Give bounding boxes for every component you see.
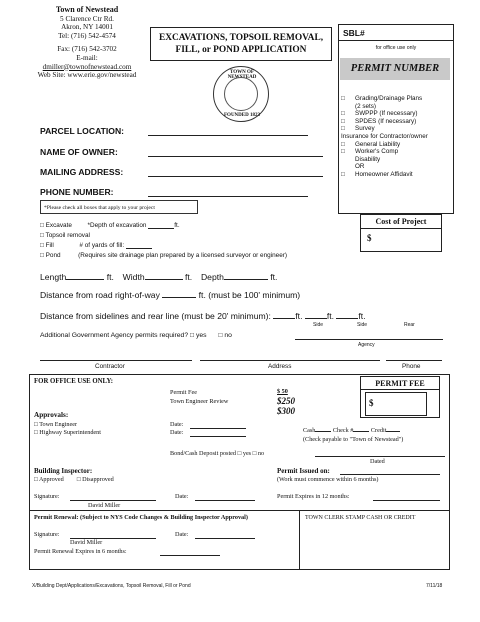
parcel-location-label: PARCEL LOCATION: [40,126,125,136]
inspector-signature-field[interactable] [70,500,156,501]
parcel-location-field[interactable] [148,135,308,136]
permit-fee-label: PERMIT FEE [375,379,425,388]
payable-note: (Check payable to "Town of Newstead") [303,436,404,443]
title-line-1: EXCAVATIONS, TOPSOIL REMOVAL, [158,33,324,43]
expires-label: Permit Expires in 12 months: [277,493,350,500]
inspector-date-field[interactable] [195,500,255,501]
checklist-item[interactable]: □ Homeowner Affidavit [341,170,413,178]
telephone: Tel: (716) 542-4574 [58,31,116,40]
inspector-heading: Building Inspector: [34,467,93,475]
checklist-item: (2 sets) [355,102,376,110]
contractor-field[interactable] [40,360,192,361]
website[interactable]: Web Site: www.erie.gov/newstead [37,71,137,80]
checklist-item: Disability [355,155,381,163]
town-seal-logo [213,66,269,122]
depth-dim-label: Depth [200,272,224,282]
side-distance-2[interactable] [305,318,327,319]
depth-field[interactable] [148,228,174,229]
excavate-checkbox[interactable]: □ [40,222,44,229]
side-label-1: Side [313,322,324,328]
excavate-label: Excavate [45,222,72,229]
bond-no-checkbox[interactable]: □ [252,450,257,457]
inspector-signer: David Miller [88,502,121,509]
document-checklist [341,95,451,179]
review-amount-2: $300 [277,406,295,416]
fax: Fax: (716) 542-3702 [57,45,117,54]
renewal-expires-label: Permit Renewal Expires in 6 months: [34,548,127,555]
bond-label: Bond/Cash Deposit posted [170,450,236,457]
review-amount-1: $250 [277,396,295,406]
footer-date: 7/11/18 [426,583,443,589]
length-field[interactable] [66,279,104,280]
check-label: Check # [332,427,354,434]
cash-label: Cash [303,427,316,434]
mailing-address-label: MAILING ADDRESS: [40,167,124,177]
dated-label: Dated [370,458,385,465]
seal-bottom-text: FOUNDED 1823 [224,113,260,118]
address-line-1: 5 Clarence Ctr Rd. [60,14,114,23]
approvals-heading: Approvals: [34,411,69,419]
renewal-expires-field[interactable] [160,555,220,556]
title-line-2: FILL, or POND APPLICATION [175,45,307,55]
agency-field[interactable] [295,339,443,340]
fill-checkbox[interactable]: □ [40,242,44,249]
road-distance-label: Distance from road right-of-way [40,290,160,300]
commence-note: (Work must commence within 6 months) [277,476,379,483]
permit-fee-input[interactable]: $ [365,392,427,416]
bond-yes-checkbox[interactable]: □ [237,450,242,457]
form-title [150,27,332,61]
fee-amount: $ 50 [277,388,288,395]
renewal-heading: Permit Renewal: (Subject to NYS Code Changes & Building Inspector Approval) [34,514,248,521]
agency-no-checkbox[interactable]: □ [218,332,223,339]
pond-label: Pond [45,252,61,259]
yards-label: # of yards of fill: [79,242,125,249]
inspector-date-label: Date: [175,493,189,500]
date-field-2[interactable] [190,436,246,437]
topsoil-label: Topsoil removal [45,232,90,239]
town-engineer-checkbox[interactable]: □ [34,421,38,428]
renewal-date-label: Date: [175,531,189,538]
disapproved-checkbox[interactable]: □ [76,476,81,483]
cost-dollar: $ [367,233,372,243]
yards-field[interactable] [126,248,152,249]
footer-path: X/Building Dept/Applications/Excavations, Topsoil Removal, Fill or Pond [32,583,191,589]
inspector-signature-label: Signature: [34,493,60,500]
side-distance-1[interactable] [273,318,295,319]
contractor-phone-field[interactable] [386,360,442,361]
approved-checkbox[interactable]: □ [34,476,38,483]
rear-label: Rear [404,322,415,328]
owner-name-field[interactable] [148,156,323,157]
issued-on-field[interactable] [340,474,440,475]
width-label: Width [122,272,145,282]
mailing-address-field[interactable] [148,176,323,177]
date-label-2: Date: [170,429,184,436]
cost-label: Cost of Project [375,217,427,226]
checklist-item[interactable]: □ General Liability [341,140,401,148]
rear-distance[interactable] [336,318,358,319]
road-distance-field[interactable] [162,297,196,298]
checklist-item[interactable]: □ Grading/Drainage Plans [341,95,423,102]
pond-checkbox[interactable]: □ [40,252,44,259]
phone-label: Phone [402,363,421,370]
town-contact-block [28,6,146,80]
depth-label: *Depth of excavation [87,222,147,229]
issued-on-label: Permit Issued on: [277,467,330,475]
agency-yes-checkbox[interactable]: □ [190,332,195,339]
road-distance-note: ft. (must be 100' minimum) [198,290,301,300]
side-distance-label: Distance from sidelines and rear line (must be 20' minimum): [40,311,271,321]
engineer-review-text: Town Engineer Review [170,398,229,405]
address-label: Address [268,363,292,370]
org-name: Town of Newstead [55,5,119,14]
credit-label: Credit [370,427,387,434]
renewal-signature-label: Signature: [34,531,60,538]
permit-fee-text: Permit Fee [170,389,197,396]
side-label-2: Side [357,322,368,328]
length-label: Length [40,272,67,282]
width-field[interactable] [145,279,183,280]
checklist-heading: Insurance for Contractor/owner [341,132,428,140]
depth-dim-field[interactable] [224,279,268,280]
town-engineer-label: Town Engineer [39,421,78,428]
highway-label: Highway Superintendent [39,429,101,436]
contractor-label: Contractor [95,363,125,370]
permit-number-header: PERMIT NUMBER [340,58,450,80]
renewal-date-field[interactable] [195,538,255,539]
checklist-item: OR [355,163,365,171]
agency-label: Agency [358,342,375,348]
phone-number-label: PHONE NUMBER: [40,187,114,197]
checklist-item[interactable]: □ SWPPP (If necessary) [341,110,418,118]
renewal-signer: David Miller [70,539,103,546]
date-field-1[interactable] [190,428,246,429]
date-label-1: Date: [170,421,184,428]
topsoil-checkbox[interactable]: □ [40,232,44,239]
address-line-2: Akron, NY 14001 [61,23,113,32]
pond-note: (Requires site drainage plan prepared by a licensed surveyor or engineer) [78,252,288,259]
sbl-label: SBL# [343,28,365,38]
email-label: E-mail: [76,53,98,62]
cost-of-project-box [360,214,442,252]
email-link[interactable]: dmiller@townofnewstead.com [42,62,132,71]
permit-fee-box [360,376,440,418]
phone-number-field[interactable] [148,196,308,197]
agency-question: Additional Government Agency permits required? [40,332,189,339]
bond-dated-field[interactable] [315,456,445,457]
contractor-address-field[interactable] [200,360,380,361]
checklist-item[interactable]: □ SPDES (If necessary) [341,117,417,125]
checklist-item[interactable]: □ Survey [341,125,375,133]
office-use-note: for office use only [375,45,417,51]
expires-field[interactable] [373,500,440,501]
instruction-note: *Please check all boxes that apply to your project [40,200,198,214]
checklist-item[interactable]: □ Worker's Comp [341,148,399,156]
highway-checkbox[interactable]: □ [34,429,38,436]
office-use-title: FOR OFFICE USE ONLY: [34,378,113,385]
owner-name-label: NAME OF OWNER: [40,147,118,157]
seal-top-text: TOWN OF NEWSTEAD [227,70,257,80]
clerk-stamp-label: TOWN CLERK STAMP CASH OR CREDIT [305,515,416,521]
fill-label: Fill [45,242,54,249]
